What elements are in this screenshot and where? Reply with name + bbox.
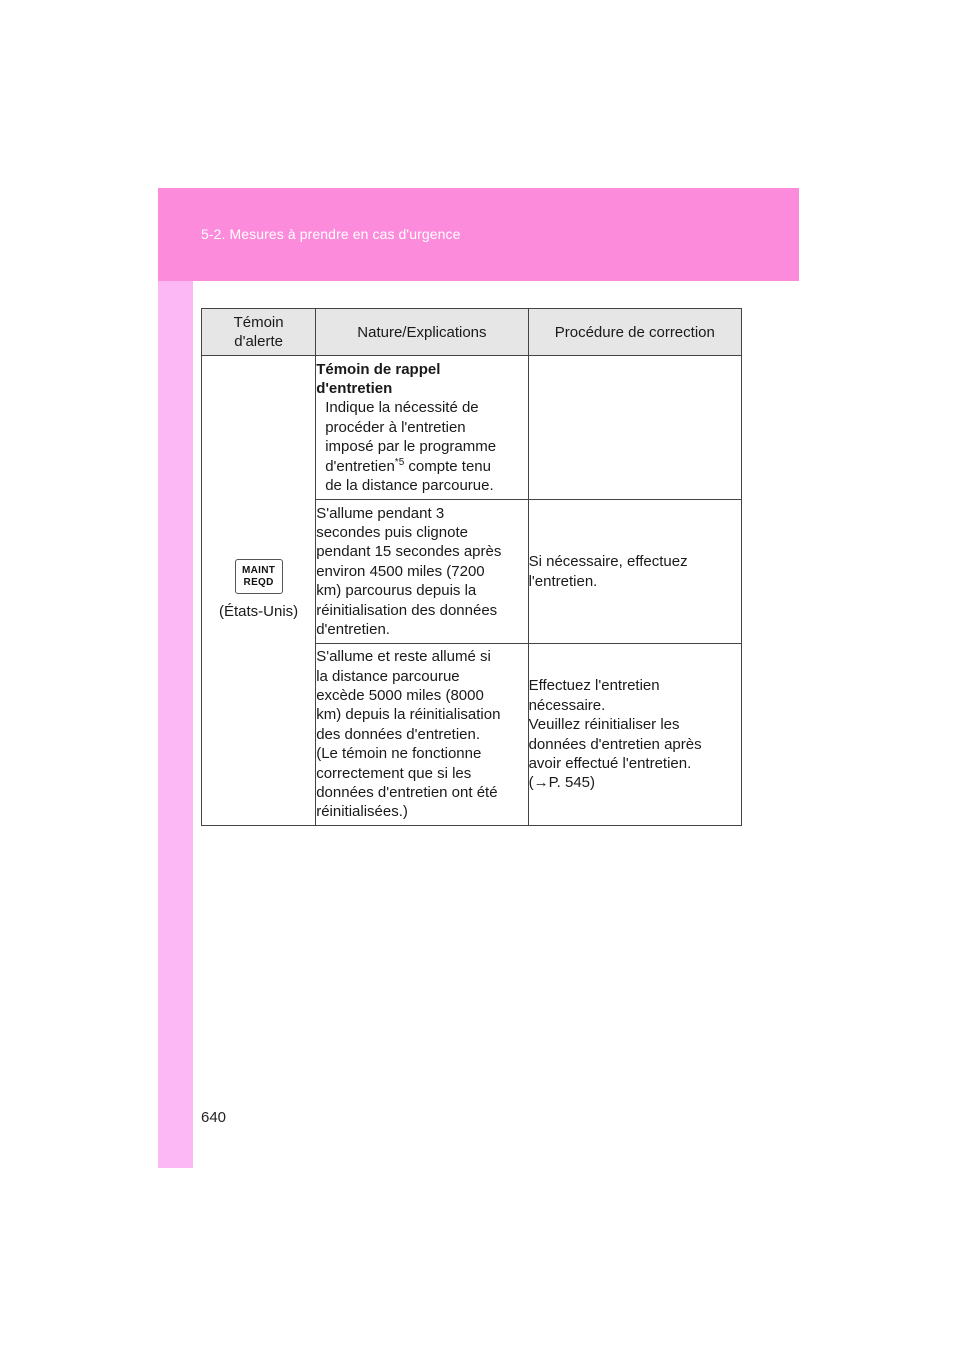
row3-exp-line2: la distance parcourue (316, 667, 460, 685)
row1-title-line2: d'entretien (316, 379, 393, 397)
row3-proc-line1: Effectuez l'entretien (528, 677, 660, 695)
warning-light-table (201, 308, 742, 826)
row2-exp-line6: réinitialisation des données (316, 601, 498, 619)
row1-desc-line2: procéder à l'entretien (325, 418, 466, 436)
row1-procedure (528, 356, 741, 500)
maint-reqd-icon (235, 559, 283, 594)
row3-proc-line4: données d'entretien après (528, 735, 702, 753)
section-title: 5-2. Mesures à prendre en cas d'urgence (201, 226, 461, 242)
row3-proc-line2: nécessaire. (528, 696, 606, 714)
header-warning-light (202, 309, 316, 356)
row3-proc-line5: avoir effectué l'entretien. (528, 754, 692, 772)
row2-exp-line7: d'entretien. (316, 621, 390, 639)
row1-desc-line5: de la distance parcourue. (325, 477, 494, 495)
row1-explanation (316, 356, 528, 500)
row1-desc-line3: imposé par le programme (325, 438, 497, 456)
row3-exp-line3: excède 5000 miles (8000 (316, 686, 484, 704)
maint-icon-line2: REQD (243, 577, 274, 589)
row3-exp-line9: réinitialisées.) (316, 803, 408, 821)
table-row (202, 356, 742, 500)
row2-exp-line5: km) parcourus depuis la (316, 582, 477, 600)
page-reference-link[interactable]: (→P. 545) (528, 774, 596, 792)
footnote-ref: *5 (394, 456, 405, 468)
row2-exp-line2: secondes puis clignote (316, 523, 468, 541)
warning-light-cell (202, 356, 316, 826)
header-correction-procedure: Procédure de correction (528, 309, 741, 356)
header-warning-light-line1: Témoin (233, 314, 284, 331)
row3-exp-line7: correctement que si les (316, 764, 472, 782)
row2-proc-line1: Si nécessaire, effectuez (528, 553, 688, 571)
row1-desc-line1: Indique la nécessité de (325, 399, 479, 417)
region-label: (États-Unis) (219, 603, 299, 621)
row3-exp-line4: km) depuis la réinitialisation (316, 706, 501, 724)
page-number: 640 (201, 1109, 227, 1126)
row3-exp-line1: S'allume et reste allumé si (316, 648, 491, 666)
header-warning-light-line2: d'alerte (234, 333, 283, 350)
row3-explanation (316, 644, 528, 826)
table-header-row (202, 309, 742, 356)
row3-exp-line5: des données d'entretien. (316, 725, 481, 743)
row1-title-line1: Témoin de rappel (316, 360, 441, 378)
header-nature-explanations: Nature/Explications (316, 309, 528, 356)
side-tab-strip (158, 188, 193, 1168)
row2-exp-line1: S'allume pendant 3 (316, 504, 445, 522)
row3-exp-line8: données d'entretien ont été (316, 784, 498, 802)
row3-procedure (528, 644, 741, 826)
row1-desc-line4-a: d'entretien (325, 457, 395, 475)
row1-desc-line4-b: compte tenu (404, 457, 491, 475)
row2-procedure (528, 500, 741, 644)
row3-proc-line3: Veuillez réinitialiser les (528, 716, 680, 734)
row2-explanation (316, 500, 528, 644)
maint-icon-line1: MAINT (242, 565, 276, 577)
row2-proc-line2: l'entretien. (528, 572, 598, 590)
row1-desc-line4 (316, 457, 527, 476)
row3-exp-line6: (Le témoin ne fonctionne (316, 745, 482, 763)
row2-exp-line3: pendant 15 secondes après (316, 543, 502, 561)
row2-exp-line4: environ 4500 miles (7200 (316, 562, 485, 580)
